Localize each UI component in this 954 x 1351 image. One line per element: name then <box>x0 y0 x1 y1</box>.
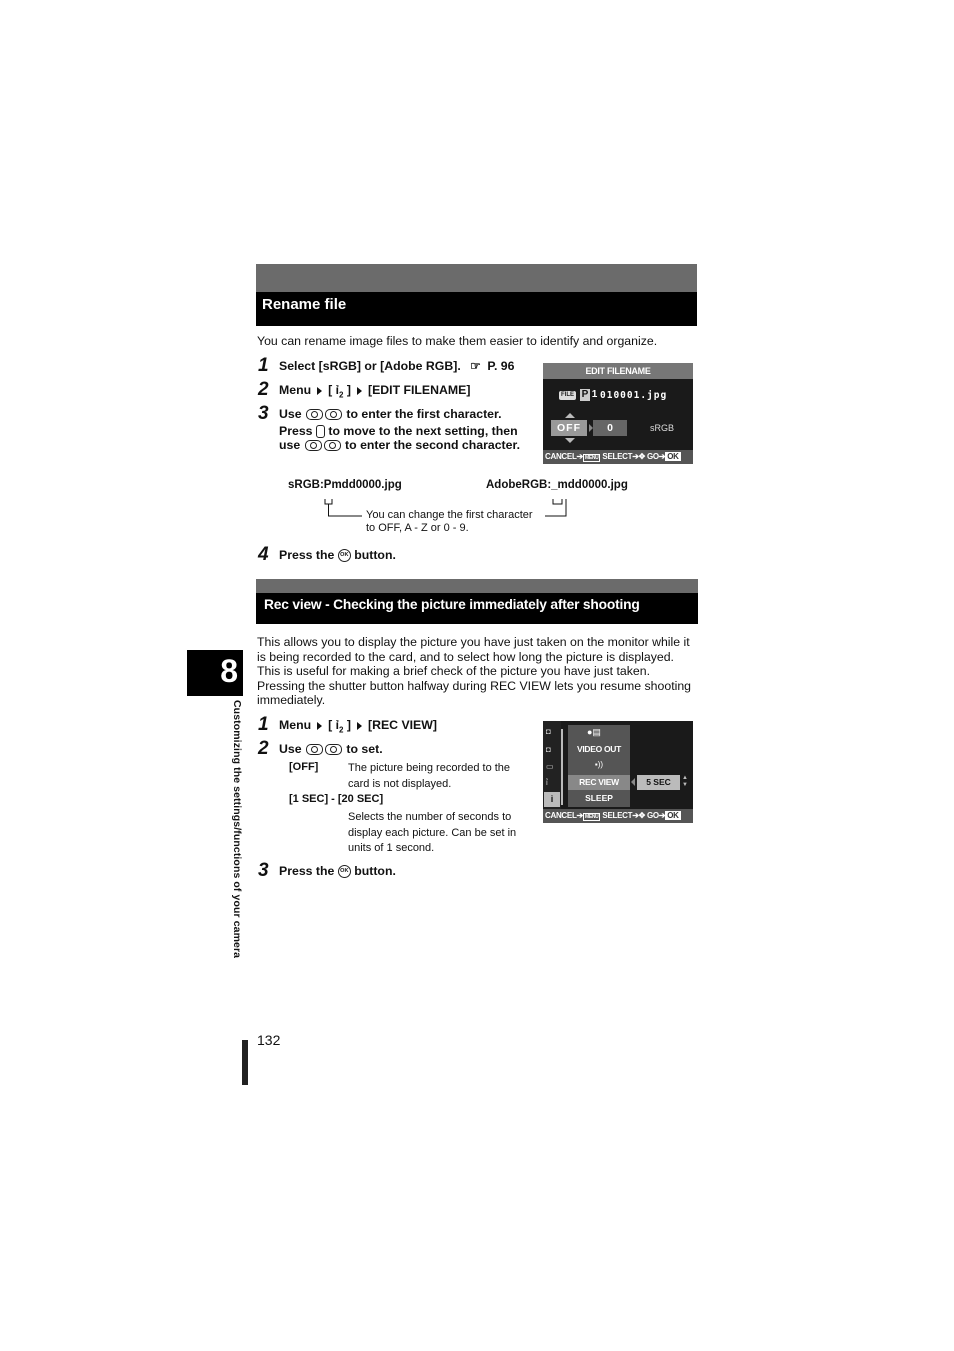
step-text <box>279 438 520 453</box>
down-arrow-icon <box>565 438 575 443</box>
intro-paragraph: This allows you to display the picture you have just taken on the monitor while it is being recorded to the card, and to select how long the picture is displayed. This is useful for making a brief check of the picture you have just taken. Pressing the shutter button halfway during REC VIEW lets you resume shooting immediately. <box>257 635 692 708</box>
screen-footer <box>543 809 693 823</box>
step-text-label: button. <box>354 864 396 878</box>
step-text-label: button. <box>354 548 396 562</box>
step-number: 3 <box>258 403 269 424</box>
menu-item-rec-view[interactable]: REC VIEW <box>568 775 630 790</box>
second-char-selector: 0 <box>593 420 627 436</box>
bracket: ] <box>346 718 351 732</box>
arrow-right-icon: ➔ <box>632 452 639 461</box>
section-header-band <box>256 264 697 292</box>
ok-button-icon: OK <box>667 452 679 461</box>
setup-tab-index: 2 <box>338 725 344 735</box>
step-text-label: Select [sRGB] or [Adobe RGB]. <box>279 359 461 373</box>
step-text-label: Press <box>279 424 313 438</box>
screen-title: EDIT FILENAME <box>585 366 651 376</box>
section-title-text: Rec view - Checking the picture immediately after shooting <box>264 597 640 612</box>
step-text-label: to enter the second character. <box>345 438 520 452</box>
menu-label: Menu <box>279 383 312 397</box>
callout-text <box>366 509 533 535</box>
step-text-label: to move to the next setting, then <box>328 424 518 438</box>
setup-tab-icon: ỉ$_2$ <box>335 718 344 735</box>
step-text-label: use <box>279 438 301 452</box>
shooting-menu-2-icon: ◘ <box>546 745 551 754</box>
step-text-label: to enter the first character. <box>346 407 502 421</box>
arrow-right-icon <box>357 387 362 395</box>
page-marker-bar <box>242 1040 248 1085</box>
step-text <box>279 359 514 374</box>
camera-screen-edit-filename <box>543 363 693 464</box>
chapter-vertical-title: Customizing the settings/functions of your camera <box>231 700 243 959</box>
first-char-selector: OFF <box>551 420 587 436</box>
step-text-label: Use <box>279 742 302 756</box>
dpad-icon: ✥ <box>638 811 645 820</box>
ok-button-icon: OK <box>338 865 351 878</box>
step-text <box>279 407 502 422</box>
step-text <box>279 383 470 402</box>
filename-rest: 010001.jpg <box>600 390 668 401</box>
option-key-off: [OFF] <box>289 761 319 773</box>
dpad-icon: ✥ <box>638 452 645 461</box>
right-arrow-pad-icon <box>316 425 325 438</box>
file-icon: FILE <box>561 392 574 398</box>
step-text-label: Press the <box>279 864 335 878</box>
callout-line-1: You can change the first character <box>366 509 533 521</box>
color-space-label: sRGB <box>650 423 675 433</box>
step-number: 1 <box>258 714 269 735</box>
step-text <box>279 548 396 563</box>
step-number: 1 <box>258 355 269 376</box>
option-key-seconds: [1 SEC] - [20 SEC] <box>289 793 384 805</box>
arrow-right-icon: ➔ <box>576 452 583 461</box>
step-text <box>279 718 437 737</box>
step-text <box>279 424 518 439</box>
chapter-number: 8 <box>220 653 238 689</box>
bracket: [ <box>328 718 333 732</box>
arrow-left-icon <box>631 778 635 786</box>
screen-footer <box>543 450 693 464</box>
select-label: SELECT <box>602 811 633 820</box>
section-title-text: Rename file <box>262 296 347 313</box>
bracket: ] <box>346 383 351 397</box>
menu-button-icon: MENU <box>584 814 599 820</box>
playback-menu-icon: ▭ <box>546 762 554 771</box>
scroll-bar[interactable] <box>561 729 563 805</box>
setup-tab-index: 2 <box>338 390 344 400</box>
arrow-right-icon: ➔ <box>658 811 666 820</box>
option-desc-off: The picture being recorded to the card is not displayed. <box>348 762 511 790</box>
shooting-menu-1-icon: ◘ <box>546 727 551 736</box>
up-down-arrow-pad-icon <box>324 440 341 451</box>
menu-item-label: [EDIT FILENAME] <box>367 383 471 397</box>
camera-screen-rec-view <box>543 721 693 823</box>
section-title-rename-file <box>256 292 697 326</box>
adobergb-filename-example: AdobeRGB:_mdd0000.jpg <box>486 479 628 491</box>
filename-char-2: 1 <box>591 389 598 400</box>
page-number: 132 <box>257 1032 281 1048</box>
section-header-band <box>256 579 698 593</box>
intro-paragraph: You can rename image files to make them easier to identify and organize. <box>257 334 658 348</box>
callout-line-2: to OFF, A - Z or 0 - 9. <box>366 522 469 534</box>
setup-menu-1-icon: ỉ <box>546 778 548 787</box>
sound-icon: ▪)) <box>594 760 604 769</box>
arrow-right-icon: ➔ <box>576 811 583 820</box>
arrow-right-icon: ➔ <box>658 452 666 461</box>
ok-button-icon: OK <box>667 811 679 820</box>
step-text-label: Use <box>279 407 302 421</box>
up-down-arrow-pad-icon <box>306 409 323 420</box>
up-down-arrow-pad-icon <box>325 744 342 755</box>
up-down-arrow-pad-icon <box>305 440 322 451</box>
section-title-rec-view <box>256 593 698 624</box>
select-label: SELECT <box>602 452 633 461</box>
menu-label: Menu <box>279 718 312 732</box>
arrow-right-icon <box>317 387 322 395</box>
callout-bracket-right <box>553 499 562 504</box>
arrow-right-icon: ➔ <box>632 811 639 820</box>
page-reference: P. 96 <box>487 359 515 373</box>
up-down-arrow-pad-icon <box>325 409 342 420</box>
chapter-tab <box>187 650 243 696</box>
step-text-label: Press the <box>279 548 335 562</box>
srgb-filename-example: sRGB:Pmdd0000.jpg <box>288 479 402 491</box>
page-reference-icon: ☞ <box>470 359 481 373</box>
step-text <box>279 864 396 879</box>
filename-char-1: P <box>581 389 589 400</box>
step-text <box>279 742 383 757</box>
go-label: GO <box>646 811 659 820</box>
display-settings-icon: ●▤ <box>587 727 601 737</box>
menu-button-icon: MENU <box>584 455 599 461</box>
setup-menu-2-icon: ỉ <box>544 792 560 807</box>
cancel-label: CANCEL <box>545 811 577 820</box>
go-label: GO <box>646 452 659 461</box>
up-down-arrow-pad-icon <box>306 744 323 755</box>
callout-bracket-left <box>325 499 332 504</box>
step-text-label: to set. <box>346 742 383 756</box>
up-down-arrow-icon: ▲ ▼ <box>682 775 688 788</box>
step-number: 3 <box>258 860 269 881</box>
rec-view-value[interactable]: 5 SEC <box>637 775 680 790</box>
arrow-right-icon <box>357 722 362 730</box>
up-arrow-icon <box>565 413 575 418</box>
step-number: 2 <box>258 738 269 759</box>
option-desc-seconds: Selects the number of seconds to display each picture. Can be set in units of 1 second. <box>348 811 517 854</box>
bracket: [ <box>328 383 333 397</box>
callout-line-left <box>329 504 363 516</box>
menu-item-sleep[interactable]: SLEEP <box>585 793 613 803</box>
ok-button-icon: OK <box>338 549 351 562</box>
setup-tab-icon: ỉ$_2$ <box>335 383 344 400</box>
callout-line-right <box>545 499 566 516</box>
step-number: 4 <box>258 544 269 565</box>
cancel-label: CANCEL <box>545 452 577 461</box>
menu-item-video-out[interactable]: VIDEO OUT <box>576 744 622 754</box>
menu-item-label: [REC VIEW] <box>367 718 437 732</box>
step-number: 2 <box>258 379 269 400</box>
arrow-right-icon <box>317 722 322 730</box>
